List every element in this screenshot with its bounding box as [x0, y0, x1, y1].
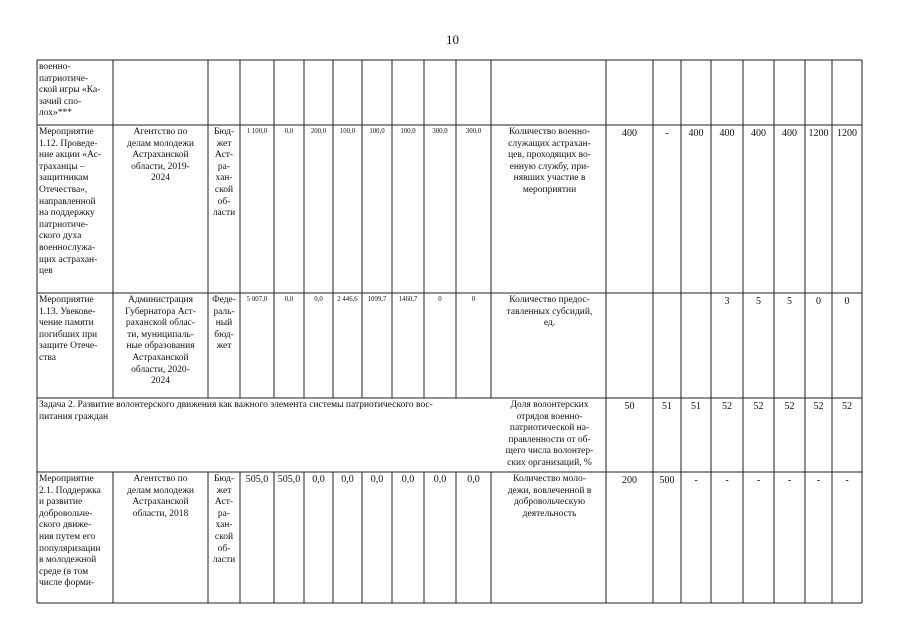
indicator-value: 5 [787, 296, 792, 307]
indicator-value: - [725, 475, 729, 486]
amount-cell [334, 62, 361, 76]
indicator-value: 1200 [837, 128, 857, 139]
executor [115, 62, 206, 124]
funding-source: Бюд- жет Аст- ра- хан- ской об- ласти [212, 474, 236, 566]
amount-cell: 505,0 [277, 474, 301, 485]
amount-cell: 0 [471, 296, 476, 303]
indicator-value: 400 [719, 128, 735, 139]
amount-cell [363, 62, 391, 76]
indicator-value: - [845, 475, 849, 486]
task-heading: Задача 2. Развитие волонтерского движения как важного элемента системы патриотического вос- питания граждан [39, 400, 433, 422]
amount-cell: 0,0 [312, 474, 325, 485]
indicator-value: - [816, 475, 821, 486]
indicator-value: 0 [816, 296, 821, 307]
indicator-value: 51 [691, 401, 701, 412]
amount-cell: 505,0 [245, 474, 269, 485]
event-name: Мероприятие 1.12. Проведе- ние акции «Ас- траханцы – защитникам Отечества», направленной на поддержку патриотиче- ского духа военнослужа- щих астрахан- цев [39, 127, 101, 277]
indicator-value [833, 63, 861, 77]
indicator-name [497, 62, 602, 124]
amount-cell [393, 62, 423, 76]
indicator-value: 400 [751, 128, 766, 139]
amount-cell: 0,0 [401, 474, 415, 485]
indicator-value: - [756, 475, 761, 486]
amount-cell: 1099,7 [367, 296, 387, 303]
indicator-value: 52 [842, 401, 852, 412]
indicator-value [682, 63, 710, 77]
executor: Агентство по делам молодежи Астраханской области, 2018 [127, 474, 194, 519]
indicator-value: 3 [724, 296, 730, 307]
amount-cell [275, 62, 303, 76]
event-name: Мероприятие 1.13. Увекове- чение памяти погибших при защите Отече- ства [39, 295, 98, 363]
amount-cell: 1460,7 [398, 296, 418, 303]
indicator-value: 50 [624, 401, 635, 412]
indicator-value: - [787, 475, 792, 486]
amount-cell: 200,0 [310, 128, 327, 135]
funding-source: Феде- раль- ный бюд- жет [212, 295, 236, 352]
indicator-name: Количество военно- служащих астрахан- цев, проходящих во- енную службу, при- нявших участие в мероприятии [508, 127, 591, 195]
amount-cell: 0,0 [314, 296, 323, 303]
amount-cell: 5 007,0 [246, 296, 268, 303]
amount-cell [305, 62, 332, 76]
amount-cell: 100,0 [369, 128, 385, 135]
amount-cell [241, 62, 273, 76]
amount-cell: 100,0 [339, 128, 356, 135]
amount-cell: 100,0 [400, 128, 416, 135]
indicator-value [744, 63, 773, 77]
funding-source: Бюд- жет Аст- ра- хан- ской об- ласти [212, 127, 236, 219]
page-number: 10 [446, 32, 459, 47]
event-name: Мероприятие 2.1. Поддержка и развитие добровольче- ского движе- ния путем его популяризации в молодежной среде (в том числе форми- [39, 474, 101, 589]
indicator-value: 52 [784, 401, 795, 412]
amount-cell: 0,0 [433, 474, 447, 485]
amount-cell: 0,0 [370, 474, 384, 485]
indicator-name: Количество предос- тавленных субсидий, ед. [506, 295, 593, 329]
amount-cell: 0,0 [467, 474, 480, 485]
indicator-value [607, 63, 652, 77]
amount-cell: 0,0 [341, 474, 354, 485]
indicator-value [712, 63, 742, 77]
amount-cell: 2 446,6 [337, 296, 358, 303]
indicator-value: 0 [844, 296, 850, 307]
indicator-value: 1200 [808, 128, 829, 139]
funding-source [209, 62, 239, 124]
indicator-value: 52 [722, 401, 732, 412]
amount-cell [457, 62, 490, 76]
indicator-value: 52 [813, 401, 824, 412]
amount-cell: 0 [438, 296, 442, 303]
indicator-name: Доля волонтерских отрядов военно- патриотической на- правленности от об- щего числа волонтер- ских организаций, % [505, 400, 594, 468]
amount-cell: 300,0 [465, 128, 482, 135]
amount-cell: 0,0 [284, 296, 294, 303]
executor: Агентство по делам молодежи Астраханской области, 2019- 2024 [127, 127, 194, 184]
indicator-value: - [694, 475, 698, 486]
amount-cell: 0,0 [284, 128, 294, 135]
amount-cell: 1 100,0 [246, 128, 268, 135]
indicator-value: 51 [662, 401, 672, 412]
indicator-value: 200 [622, 475, 637, 486]
indicator-value: 500 [659, 475, 675, 486]
indicator-value: 52 [753, 401, 764, 412]
indicator-value [775, 63, 804, 77]
event-name: военно- патриотиче- ской игры «Ка- зачий спо- лох»*** [39, 62, 101, 119]
indicator-value [607, 296, 652, 310]
executor: Администрация Губернатора Аст- раханской облас- ти, муниципаль- ные образования Астраханской области, 2020- 2024 [125, 295, 196, 387]
amount-cell [425, 62, 455, 76]
indicator-name: Количество моло- дежи, вовлеченной в добровольческую деятельность [507, 474, 592, 519]
indicator-value: 5 [756, 296, 761, 307]
indicator-value [806, 63, 831, 77]
indicator-value: 400 [782, 128, 797, 139]
indicator-value: - [665, 128, 669, 139]
indicator-value [682, 296, 710, 310]
indicator-value [654, 63, 680, 77]
indicator-value [654, 296, 680, 310]
indicator-value: 400 [688, 128, 704, 139]
indicator-value: 400 [622, 128, 637, 139]
amount-cell: 300,0 [432, 128, 448, 135]
